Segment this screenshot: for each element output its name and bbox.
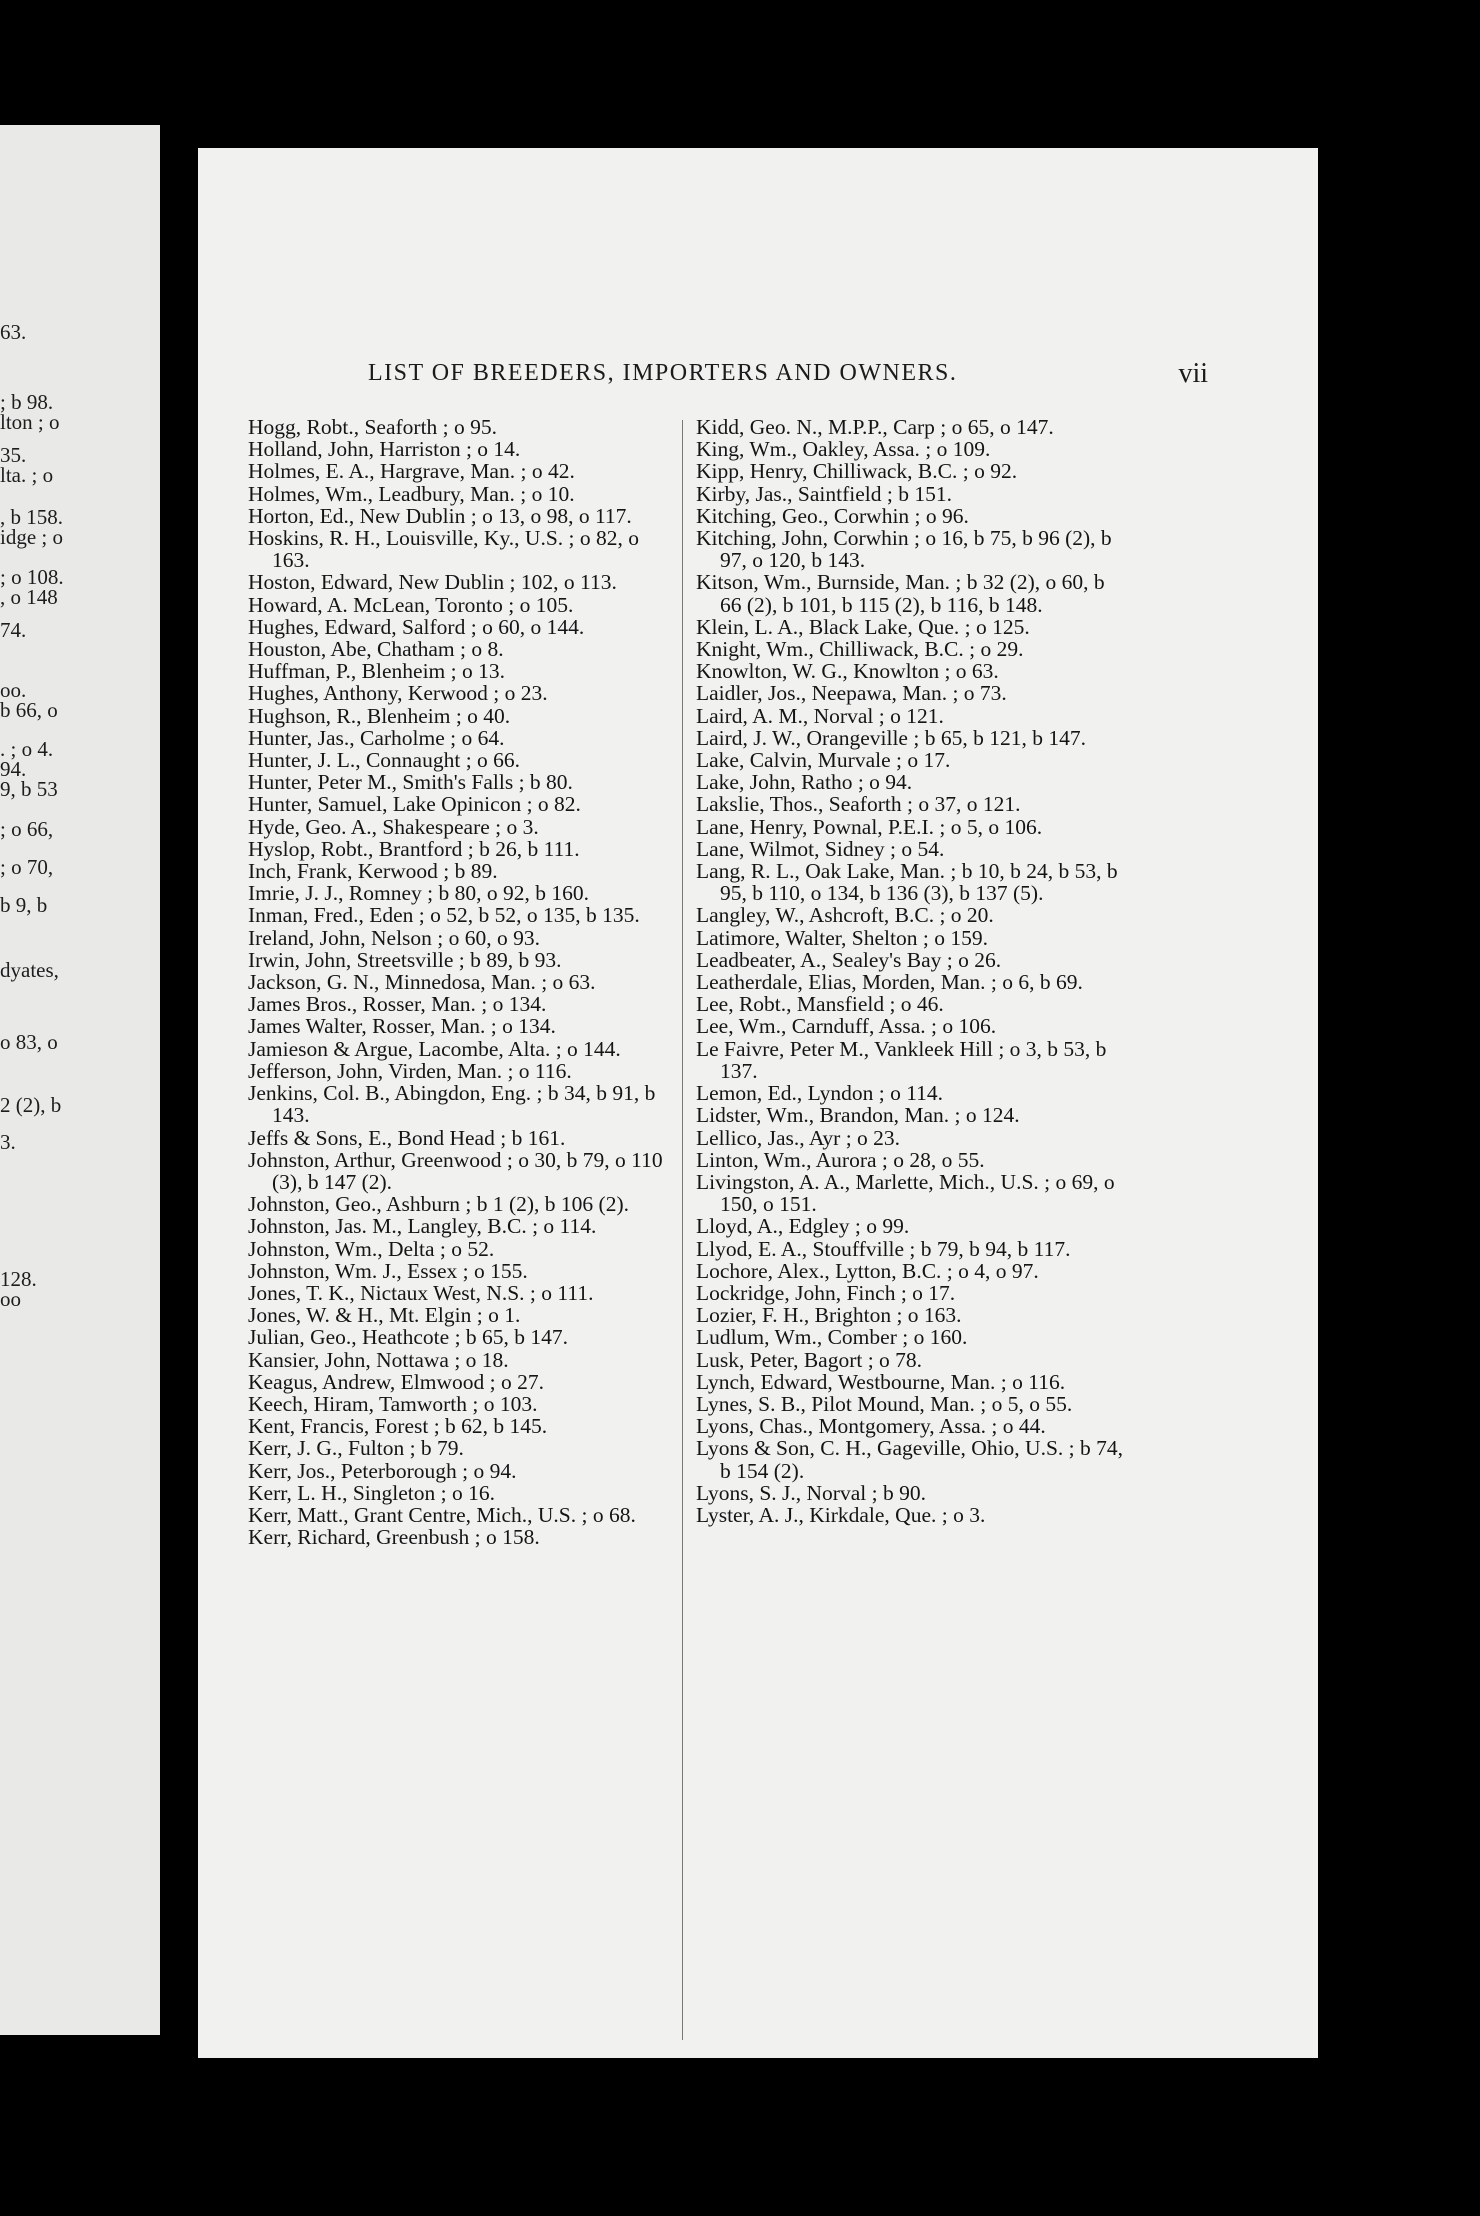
index-entry: Jeffs & Sons, E., Bond Head ; b 161. <box>248 1125 566 1150</box>
index-entry: Ireland, John, Nelson ; o 60, o 93. <box>248 925 541 950</box>
index-entry: Julian, Geo., Heathcote ; b 65, b 147. <box>248 1325 569 1350</box>
left-page-line-fragment: lta. ; o <box>0 463 54 487</box>
index-entry: Klein, L. A., Black Lake, Que. ; o 125. <box>696 614 1030 639</box>
left-page-line-fragment: . ; o 4. <box>0 737 54 761</box>
left-page-line-fragment: 3. <box>0 1130 16 1154</box>
index-entry: Linton, Wm., Aurora ; o 28, o 55. <box>696 1147 985 1172</box>
index-entry: Hunter, Samuel, Lake Opinicon ; o 82. <box>248 792 581 817</box>
left-page-line-fragment: ; o 70, <box>0 855 54 879</box>
index-entry: Laidler, Jos., Neepawa, Man. ; o 73. <box>696 681 1007 706</box>
left-page-line-fragment: , b 158. <box>0 505 63 529</box>
index-entry: Houston, Abe, Chatham ; o 8. <box>248 637 504 662</box>
index-entry: Lynch, Edward, Westbourne, Man. ; o 116. <box>696 1369 1066 1394</box>
index-entry: Kitson, Wm., Burnside, Man. ; b 32 (2), o 60, b 66 (2), b 101, b 115 (2), b 116, b 148. <box>696 570 1105 617</box>
index-entry: Kerr, L. H., Singleton ; o 16. <box>248 1480 495 1505</box>
index-entry: Kent, Francis, Forest ; b 62, b 145. <box>248 1414 548 1439</box>
index-entry: Keagus, Andrew, Elmwood ; o 27. <box>248 1369 544 1394</box>
index-entry: Lake, Calvin, Murvale ; o 17. <box>696 748 951 773</box>
index-entry: Lyons & Son, C. H., Gageville, Ohio, U.S. ; b 74, b 154 (2). <box>696 1436 1124 1483</box>
index-entry: Kerr, Jos., Peterborough ; o 94. <box>248 1458 517 1483</box>
index-entry: Lynes, S. B., Pilot Mound, Man. ; o 5, o 55. <box>696 1391 1073 1416</box>
index-entry: Lozier, F. H., Brighton ; o 163. <box>696 1303 962 1328</box>
index-entry: Irwin, John, Streetsville ; b 89, b 93. <box>248 947 562 972</box>
index-entry: James Walter, Rosser, Man. ; o 134. <box>248 1014 556 1039</box>
page-number: vii <box>1178 358 1208 389</box>
index-entry: Hogg, Robt., Seaforth ; o 95. <box>248 415 498 439</box>
index-entry: Inch, Frank, Kerwood ; b 89. <box>248 859 498 884</box>
left-page-line-fragment: b 66, o <box>0 698 58 722</box>
index-entry: Jones, T. K., Nictaux West, N.S. ; o 111. <box>248 1280 594 1305</box>
index-entry: Jefferson, John, Virden, Man. ; o 116. <box>248 1058 572 1083</box>
index-entry: Inman, Fred., Eden ; o 52, b 52, o 135, b 135. <box>248 903 640 928</box>
index-entry: Jenkins, Col. B., Abingdon, Eng. ; b 34, b 91, b 143. <box>248 1081 656 1128</box>
left-page-line-fragment: dyates, <box>0 958 59 982</box>
index-entry: Hoskins, R. H., Louisville, Ky., U.S. ; o 82, o 163. <box>248 526 639 573</box>
index-entry: Ludlum, Wm., Comber ; o 160. <box>696 1325 968 1350</box>
index-entry: Jones, W. & H., Mt. Elgin ; o 1. <box>248 1303 521 1328</box>
left-page-line-fragment: 128. <box>0 1267 37 1291</box>
left-page-line-fragment: oo <box>0 1287 21 1311</box>
index-entry: Lyons, S. J., Norval ; b 90. <box>696 1480 926 1505</box>
index-entry: Hunter, J. L., Connaught ; o 66. <box>248 748 521 773</box>
index-entry: Knowlton, W. G., Knowlton ; o 63. <box>696 659 999 684</box>
left-page-line-fragment: ; o 108. <box>0 565 64 589</box>
index-entry: Jamieson & Argue, Lacombe, Alta. ; o 144. <box>248 1036 621 1061</box>
left-page-line-fragment: b 9, b <box>0 893 48 917</box>
index-entry: Johnston, Wm., Delta ; o 52. <box>248 1236 495 1261</box>
left-page-line-fragment: idge ; o <box>0 525 63 549</box>
left-page-line-fragment: 63. <box>0 320 27 344</box>
index-entry: Johnston, Geo., Ashburn ; b 1 (2), b 106 (2). <box>248 1192 630 1217</box>
left-page-line-fragment: , o 148 <box>0 585 58 609</box>
right-column-entries <box>696 416 1126 1526</box>
index-entry: Lake, John, Ratho ; o 94. <box>696 770 913 795</box>
index-entry: Leatherdale, Elias, Morden, Man. ; o 6, b 69. <box>696 970 1083 995</box>
index-entry: Kirby, Jas., Saintfield ; b 151. <box>696 481 952 506</box>
index-entry: Lang, R. L., Oak Lake, Man. ; b 10, b 24, b 53, b 95, b 110, o 134, b 136 (3), b 137 (5). <box>696 859 1118 906</box>
running-head: LIST OF BREEDERS, IMPORTERS AND OWNERS. <box>368 360 958 386</box>
index-entry: Hoston, Edward, New Dublin ; 102, o 113. <box>248 570 617 595</box>
index-entry: James Bros., Rosser, Man. ; o 134. <box>248 992 547 1017</box>
index-entry: Leadbeater, A., Sealey's Bay ; o 26. <box>696 947 1002 972</box>
index-entry: Llyod, E. A., Stouffville ; b 79, b 94, b 117. <box>696 1236 1071 1261</box>
left-page-line-fragment: ; b 98. <box>0 390 54 414</box>
left-page-fragment <box>0 125 160 2035</box>
index-entry: Kerr, J. G., Fulton ; b 79. <box>248 1436 464 1461</box>
index-entry: Holland, John, Harriston ; o 14. <box>248 437 521 462</box>
index-entry: Lellico, Jas., Ayr ; o 23. <box>696 1125 901 1150</box>
index-entry: Horton, Ed., New Dublin ; o 13, o 98, o 117. <box>248 503 632 528</box>
index-entry: Lane, Wilmot, Sidney ; o 54. <box>696 836 945 861</box>
index-entry: Hyde, Geo. A., Shakespeare ; o 3. <box>248 814 539 839</box>
index-entry: Le Faivre, Peter M., Vankleek Hill ; o 3, b 53, b 137. <box>696 1036 1107 1083</box>
left-page-line-fragment: 2 (2), b <box>0 1093 62 1117</box>
index-entry: Lane, Henry, Pownal, P.E.I. ; o 5, o 106. <box>696 814 1043 839</box>
index-entry: Latimore, Walter, Shelton ; o 159. <box>696 925 988 950</box>
index-entry: Holmes, Wm., Leadbury, Man. ; o 10. <box>248 481 575 506</box>
index-entry: Laird, J. W., Orangeville ; b 65, b 121, b 147. <box>696 725 1086 750</box>
index-entry: Keech, Hiram, Tamworth ; o 103. <box>248 1391 538 1416</box>
index-entry: Lakslie, Thos., Seaforth ; o 37, o 121. <box>696 792 1021 817</box>
index-entry: Johnston, Jas. M., Langley, B.C. ; o 114. <box>248 1214 597 1239</box>
index-entry: Holmes, E. A., Hargrave, Man. ; o 42. <box>248 459 575 484</box>
index-entry: Lemon, Ed., Lyndon ; o 114. <box>696 1081 944 1106</box>
index-entry: Lochore, Alex., Lytton, B.C. ; o 4, o 97. <box>696 1258 1039 1283</box>
index-entry: Imrie, J. J., Romney ; b 80, o 92, b 160. <box>248 881 589 906</box>
index-entry: Hyslop, Robt., Brantford ; b 26, b 111. <box>248 836 580 861</box>
index-entry: Howard, A. McLean, Toronto ; o 105. <box>248 592 574 617</box>
index-entry: Hunter, Peter M., Smith's Falls ; b 80. <box>248 770 573 795</box>
index-entry: Kitching, John, Corwhin ; o 16, b 75, b 96 (2), b 97, o 120, b 143. <box>696 526 1112 573</box>
left-page-line-fragment: 35. <box>0 443 27 467</box>
index-entry: Kipp, Henry, Chilliwack, B.C. ; o 92. <box>696 459 1018 484</box>
index-entry: Kerr, Richard, Greenbush ; o 158. <box>248 1525 540 1550</box>
index-entry: Lloyd, A., Edgley ; o 99. <box>696 1214 910 1239</box>
index-entry: Laird, A. M., Norval ; o 121. <box>696 703 944 728</box>
index-entry: Kidd, Geo. N., M.P.P., Carp ; o 65, o 147. <box>696 415 1054 439</box>
index-entry: Knight, Wm., Chilliwack, B.C. ; o 29. <box>696 637 1024 662</box>
left-page-line-fragment: ; o 66, <box>0 817 54 841</box>
index-entry: King, Wm., Oakley, Assa. ; o 109. <box>696 437 991 462</box>
index-entry: Lyons, Chas., Montgomery, Assa. ; o 44. <box>696 1414 1046 1439</box>
left-page-line-fragment: 9, b 53 <box>0 777 58 801</box>
index-entry: Lusk, Peter, Bagort ; o 78. <box>696 1347 923 1372</box>
page-gutter <box>160 0 198 2216</box>
index-entry: Kerr, Matt., Grant Centre, Mich., U.S. ; o 68. <box>248 1502 636 1527</box>
column-divider <box>682 420 683 2040</box>
index-entry: Lockridge, John, Finch ; o 17. <box>696 1280 956 1305</box>
index-entry: Hughes, Edward, Salford ; o 60, o 144. <box>248 614 585 639</box>
page-header <box>198 360 1318 400</box>
index-entry: Johnston, Arthur, Greenwood ; o 30, b 79, o 110 (3), b 147 (2). <box>248 1147 663 1194</box>
index-entry: Kitching, Geo., Corwhin ; o 96. <box>696 503 969 528</box>
index-entry: Kansier, John, Nottawa ; o 18. <box>248 1347 509 1372</box>
index-entry: Huffman, P., Blenheim ; o 13. <box>248 659 505 684</box>
left-column-entries <box>248 416 678 1548</box>
left-page-line-fragment: lton ; o <box>0 410 60 434</box>
index-entry: Lyster, A. J., Kirkdale, Que. ; o 3. <box>696 1502 986 1527</box>
index-entry: Livingston, A. A., Marlette, Mich., U.S. ; o 69, o 150, o 151. <box>696 1169 1115 1217</box>
index-entry: Langley, W., Ashcroft, B.C. ; o 20. <box>696 903 994 928</box>
index-entry: Hunter, Jas., Carholme ; o 64. <box>248 725 505 750</box>
left-page-line-fragment: o 83, o <box>0 1030 58 1054</box>
index-entry: Lee, Wm., Carnduff, Assa. ; o 106. <box>696 1014 997 1039</box>
index-entry: Lidster, Wm., Brandon, Man. ; o 124. <box>696 1103 1020 1128</box>
index-entry: Jackson, G. N., Minnedosa, Man. ; o 63. <box>248 970 596 995</box>
index-entry: Lee, Robt., Mansfield ; o 46. <box>696 992 944 1017</box>
left-page-fragments <box>0 125 160 2035</box>
left-page-line-fragment: 74. <box>0 618 27 642</box>
left-page-line-fragment: 94. <box>0 757 27 781</box>
index-entry: Hughes, Anthony, Kerwood ; o 23. <box>248 681 548 706</box>
left-page-line-fragment: oo. <box>0 678 27 702</box>
index-entry: Johnston, Wm. J., Essex ; o 155. <box>248 1258 528 1283</box>
book-page <box>198 148 1318 2058</box>
index-entry: Hughson, R., Blenheim ; o 40. <box>248 703 511 728</box>
